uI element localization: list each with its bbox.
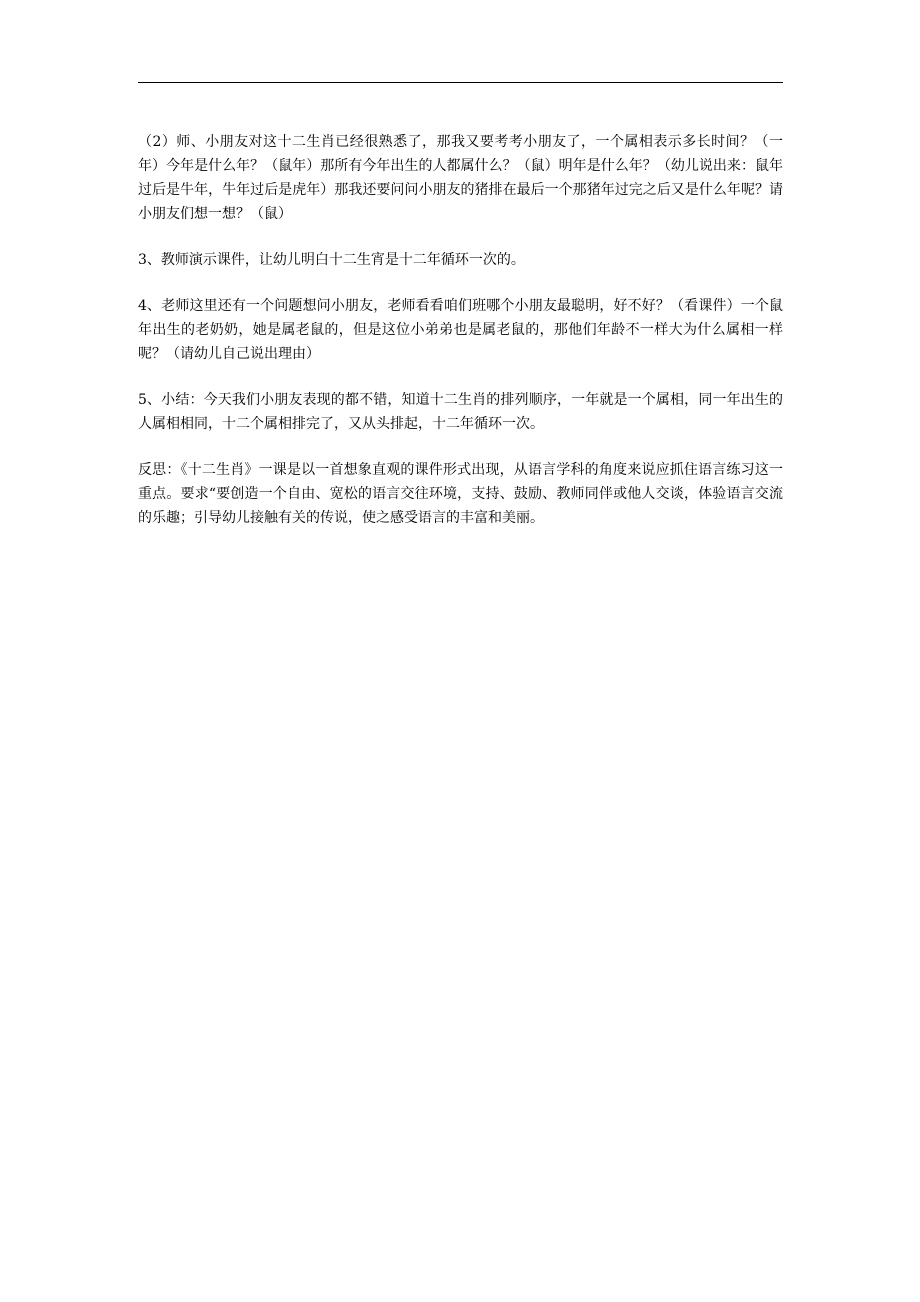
paragraph-demo: 3、教师演示课件，让幼儿明白十二生宵是十二年循环一次的。 — [138, 252, 525, 268]
paragraph-question: 4、老师这里还有一个问题想问小朋友，老师看看咱们班哪个小朋友最聪明，好不好？（看课件）一个鼠年出生的老奶奶，她是属老鼠的，但是这位小弟弟也是属老鼠的，那他们年龄不一样大为什么属相一样呢？（请幼儿自己说出理由） — [138, 298, 783, 362]
header-rule — [138, 82, 783, 83]
paragraph-summary: 5、小结：今天我们小朋友表现的都不错，知道十二生肖的排列顺序，一年就是一个属相，同一年出生的人属相相同，十二个属相排完了，又从头排起，十二年循环一次。 — [138, 392, 783, 432]
paragraph-reflection: 反思：《十二生肖》一课是以一首想象直观的课件形式出现，从语言学科的角度来说应抓住语言练习这一重点。要求“要创造一个自由、宽松的语言交往环境，支持、鼓励、教师同伴或他人交谈，体验语言交流的乐趣；引导幼儿接触有关的传说，使之感受语言的丰富和美丽。 — [138, 462, 783, 526]
paragraph-quiz: （2）师、小朋友对这十二生肖已经很熟悉了，那我又要考考小朋友了，一个属相表示多长时间？（一年）今年是什么年？（鼠年）那所有今年出生的人都属什么？（鼠）明年是什么年？（幼儿说出来：鼠年过后是牛年，牛年过后是虎年）那我还要问问小朋友的猪排在最后一个那猪年过完之后又是什么年呢？请小朋友们想一想？（鼠） — [138, 134, 783, 222]
document-body — [138, 130, 783, 552]
